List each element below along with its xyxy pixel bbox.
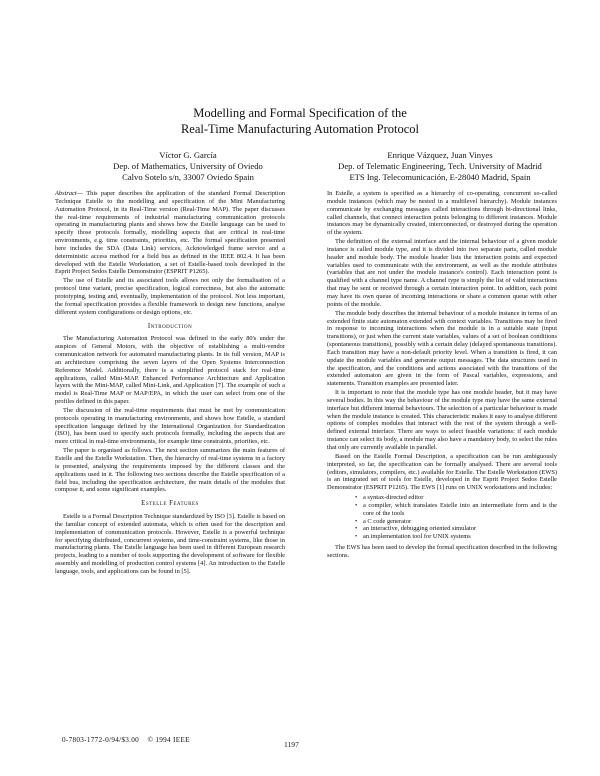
right-paragraph-2: The definition of the external interface and the internal behaviour of a given module instance is called module type, and it is divided into two separate parts, called module header and module body. The module header lists the interaction points and expected variables used to communicate with the environment, as well as the module attributes (variables that are not under the module instance's control). Each interaction point is qualified with a channel type name. A channel type is simply the list of valid interactions that may be sent or received through a certain interaction point. In addition, each point may have its own queue of incoming interactions or share a common queue with other points of the module. <box>327 238 557 308</box>
list-item: • a syntax-directed editor <box>363 494 557 502</box>
list-item: • a compiler, which translates Estelle into an intermediate form and is the core of the tools <box>363 502 557 518</box>
list-item: • a C code generator <box>363 518 557 526</box>
section-heading-introduction: Introduction <box>147 322 193 330</box>
author-name: Víctor G. García <box>159 150 217 160</box>
right-paragraph-3: The module body describes the internal behaviour of a module instance in terms of an extended finite state automaton extended with context variables. Transitions may be fired in response to incoming interactions when the module is in a suitable state (input transitions), or just when the current state variables, values of a set of boolean conditions (spontaneous transitions), possibly with a certain delay (delayed spontaneous transitions). Each transition may have a non-default priority level. When a transition is fired, it can update the module variables and generate output messages. The data structures used in the specification, and the conditions and actions associated with the transitions of the extended automaton are given in the form of Pascal variables, expressions, and statements. Transition examples are presented later. <box>327 309 557 388</box>
author-address: Calvo Sotelo s/n, 33007 Oviedo Spain <box>122 172 254 182</box>
right-paragraph-6: The EWS has been used to develop the formal specification described in the following sections. <box>327 544 557 559</box>
footer-isbn-line <box>62 736 190 744</box>
footer-isbn: 0-7803-1772-0/94/$3.00 <box>62 736 140 744</box>
author-block-right <box>320 150 560 183</box>
right-paragraph-4: It is important to note that the module type has one module header, but it may have several bodies. In this way the behaviour of the module type may have the same external interface but different internal behaviours. The selection of a particular behaviour is made when the module instance is created. This characteristic makes it easy to analyse different options of complex modules that interact with the rest of the system through a well-defined external interface. There are ways to select feasible variations: if each module instance can select its body, a module may also have a mandatory body, to select the rules that only are currently available in parallel. <box>327 389 557 451</box>
footer-copyright: © 1994 IEEE <box>147 736 190 744</box>
author-affiliation: Dep. of Mathematics, University of Oviedo <box>113 161 263 171</box>
abstract-paragraph-2: The use of Estelle and its associated tools allows not only the formalisation of a protocol time variant, precise specification, logical correctness, but also the automatic prototyping, testing and, eventually, implementation of the protocol. Not less important, the formal specification provides a flexible framework to design new functions, analyse different system configurations or design options, etc. <box>55 277 285 316</box>
author-name: Enrique Vázquez, Juan Vinyes <box>387 150 493 160</box>
section-heading-estelle: Estelle Features <box>141 500 199 508</box>
paper-title-line-1: Modelling and Formal Specification of the <box>193 106 407 120</box>
author-affiliation: Dep. of Telematic Engineering, Tech. University of Madrid <box>338 161 542 171</box>
right-paragraph-1: In Estelle, a system is specified as a hierarchy of co-operating, concurrent so-called module instances (which may be nested in a multilevel hierarchy). Module instances communicate by exchanging messages called interactions through bi-directional links, called channels, that connect interaction points belonging to different instances. Module instances may be dynamically created, interconnected, or destroyed during the operation of the system. <box>327 190 557 237</box>
author-address: ETS Ing. Telecomunicación, E-28040 Madrid, Spain <box>349 172 531 182</box>
list-item: • an implementation tool for UNIX systems <box>363 533 557 541</box>
intro-paragraph-3: The paper is organised as follows. The next section summarizes the main features of Estelle and the Estelle Workstation. Then, the hierarchy of real-time systems in a factory is presented, analysing the requirements imposed by the different classes and the applications used in it. The following two sections describe the Estelle specification of a field bus, including the specification architecture, the main details of the modules that compose it, and some significant examples. <box>55 447 285 494</box>
list-item: • an interactive, debugging oriented simulator <box>363 525 557 533</box>
right-paragraph-5: Based on the Estelle Formal Description, a specification can be run ambiguously interpreted, so far, the specification can be formally analysed. There are several tools (editors, simulators, compilers, etc.) available for Estelle. The Estelle Workstation (EWS) is an integrated set of tools for Estelle, developed in the Esprit Project Sedos Estelle Demonstrator (ESPRIT P1265). The EWS [1] runs on UNIX workstations and includes: <box>327 452 557 492</box>
tool-list <box>327 494 557 541</box>
intro-paragraph-1: The Manufacturing Automation Protocol was defined in the early 80's under the auspices of General Motors, with the objective of establishing a multi-vendor communication network for automated manufacturing plants. In its full version, MAP is an architecture comprising the seven layers of the Open Systems Interconnection Reference Model. Additionally, there is a simplified protocol stack for real-time applications, called Mini-MAP. Enhanced Performance Architecture and Application layers with the Mini-MAP, called Mini-Link, and Application [7]. The example of such a model is Real-Time MAP or MAP/EPA, in which the user can select from one of the profiles defined in this paper. <box>55 335 285 406</box>
abstract-text: — This paper describes the application of the standard Formal Description Technique Estelle to the modelling and specification of the Mini Manufacturing Automation Protocol, in its Real-Time version (Real-Time MAP). The paper discusses the real-time requirements of industrial manufacturing communication protocols operating in manufacturing plants and shows how the Estelle language can be used to specify those protocols formally, modelling aspects that are critical in real-time environments, e.g. time constraints, priorities, etc. The formal specification presented here includes the SDA (Data Link) services, Acknowledged frame service and a deterministic access method for a field bus as defined in the IEEE 802.4. It has been developed with the Estelle Workstation, a set of Estelle-based tools developed in the Esprit Project Sedos Estelle Demonstrator (ESPRIT P1265). <box>55 190 285 276</box>
author-block-left <box>78 150 298 183</box>
paper-title-line-2: Real-Time Manufacturing Automation Protocol <box>180 122 420 136</box>
estelle-paragraph-1: Estelle is a Formal Description Technique standardized by ISO [3]. Estelle is based on the familiar concept of extended automata, which is often used for the description and implementation of communication protocols. However, Estelle is a powerful technique for specifying distributed, concurrent systems, and time-constraint systems, like those in manufacturing plants. The Estelle language has been used in different European research projects, leading to a number of tools supporting the development of software for flexible assembly and modelling of production control systems [4]. An introduction to the Estelle language, tools, and applications can be found in [5]. <box>55 513 285 575</box>
abstract-label: Abstract <box>55 190 77 197</box>
left-column <box>55 190 285 577</box>
intro-paragraph-2: The discussion of the real-time requirements that must be met by communication protocols operating in manufacturing environments, and shows how Estelle, a standard specification language defined by the International Organization for Standardization (ISO), has been used to specify such protocols formally, including the aspects that are more critical in real-time environments, for example time constraints, priorities, etc. <box>55 406 285 446</box>
abstract-paragraph <box>55 190 285 276</box>
right-column <box>327 190 557 561</box>
page-number: 1197 <box>284 740 299 749</box>
